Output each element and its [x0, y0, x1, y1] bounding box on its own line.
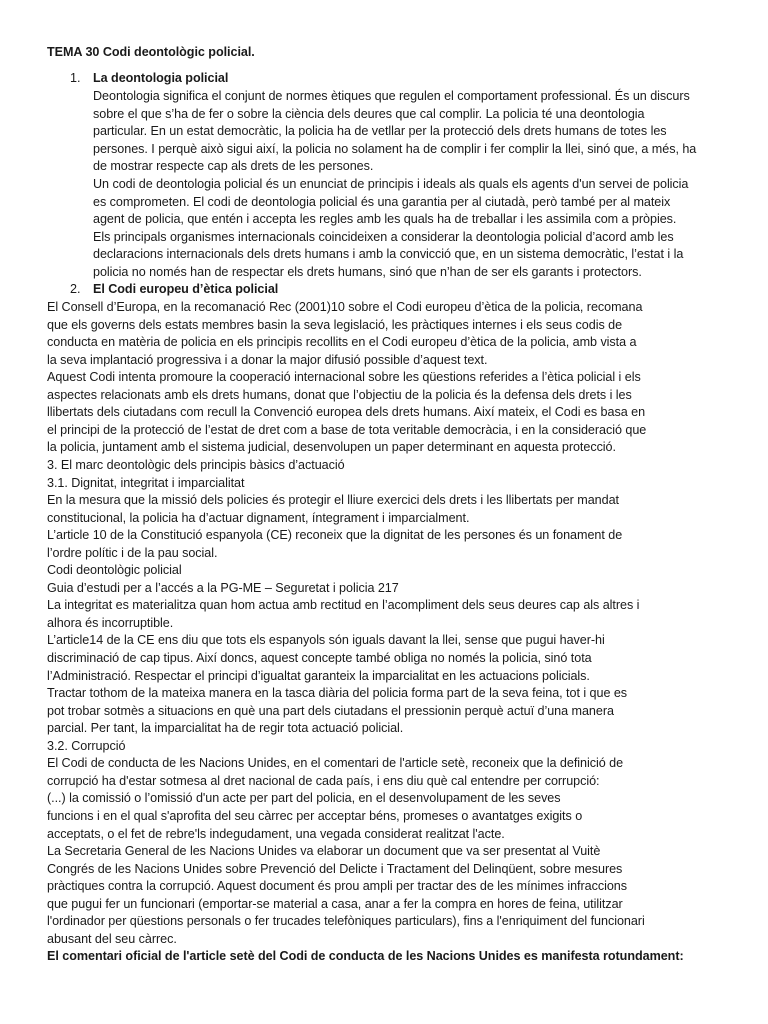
body-text-line: l’ordre polític i de la pau social.	[47, 545, 218, 560]
body-text-line: La Secretaria General de les Nacions Unides va elaborar un document que va ser presentat al Vuitè	[47, 844, 601, 859]
body-text-line: 3.2. Corrupció	[47, 738, 126, 753]
body-text-line: Codi deontològic policial	[47, 563, 182, 578]
section-2-number: 2.	[70, 282, 81, 296]
body-text-line: pot trobar sotmès a situacions en què una part dels ciutadans el pressionin perquè actuï d’una manera	[47, 703, 614, 718]
body-text-line: 3.1. Dignitat, integritat i imparcialitat	[47, 475, 245, 490]
section-1-text-line: persones. I perquè això sigui així, la policia no solament ha de complir i fer complir la llei, sinó que, a més, ha	[93, 141, 697, 156]
section-2-heading: El Codi europeu d’ètica policial	[93, 282, 279, 296]
body-text-line: En la mesura que la missió dels policies és protegir el lliure exercici dels drets i les llibertats per mandat	[47, 493, 619, 508]
section-1-text-line: particular. En un estat democràtic, la policia ha de vetllar per la protecció dels drets humans de totes les	[93, 124, 667, 139]
body-text-line: El Consell d’Europa, en la recomanació Rec (2001)10 sobre el Codi europeu d’ètica de la policia, recomana	[47, 300, 643, 314]
section-1-text-line: agent de policia, que entén i accepta les regles amb les quals ha de treballar i les assimila com a pròpies.	[93, 212, 677, 227]
body-text-line: La integritat es materialitza quan hom actua amb rectitud en l’acompliment dels seus deures cap als altres i	[47, 598, 640, 613]
body-text-line: aspectes relacionats amb els drets humans, donat que l’objectiu de la policia és la defensa dels drets i les	[47, 387, 632, 402]
body-text-line: (...) la comissió o l’omissió d'un acte per part del policia, en el desenvolupament de les seves	[47, 791, 561, 806]
body-text-line: el principi de la protecció de l’estat de dret com a base de tota veritable democràcia, i en la consideració que	[47, 422, 647, 437]
section-1-text-line: Un codi de deontologia policial és un enunciat de principis i ideals als quals els agents d'un servei de policia	[93, 177, 689, 191]
section-1-text-line: es comprometen. El codi de deontologia policial és una garantia per al ciutadà, però també per al mateix	[93, 194, 671, 209]
body-text-line: Tractar tothom de la mateixa manera en la tasca diària del policia forma part de la seva feina, tot i que es	[47, 686, 628, 701]
section-1-heading-row	[0, 70, 760, 88]
section-1-text-line: declaracions internacionals dels drets humans i amb la convicció que, en un sistema democràtic, l’estat i la	[93, 247, 684, 262]
body-text-line: discriminació de cap tipus. Així doncs, aquest concepte també obliga no només la policia, sinó tota	[47, 651, 592, 665]
body-text-line: conducta en matèria de policia en els principis recollits en el Codi europeu d’ètica de la policia, amb vista a	[47, 335, 637, 350]
section-1-number: 1.	[70, 71, 81, 85]
body-text-line: funcions i en el qual s'aprofita del seu càrrec per acceptar béns, promeses o avantatges exigits o	[47, 808, 583, 823]
body-text-line: L’article 10 de la Constitució espanyola (CE) reconeix que la dignitat de les persones és un fonament de	[47, 528, 623, 543]
body-text-line: L’article14 de la CE ens diu que tots els espanyols són iguals davant la llei, sense que pugui haver-hi	[47, 633, 605, 648]
body-text-line: corrupció ha d'estar sotmesa al dret nacional de cada país, i ens diu què cal entendre per corrupció:	[47, 773, 600, 788]
body-text-line: pràctiques contra la corrupció. Aquest document és prou ampli per tractar des de les mínimes infraccions	[47, 879, 627, 894]
body-text-line: Congrés de les Nacions Unides sobre Prevenció del Delicte i Tractament del Delinqüent, sobre mesures	[47, 861, 623, 876]
body-text-line: Guia d’estudi per a l’accés a la PG-ME – Seguretat i policia 217	[47, 580, 399, 595]
body-text-line: que pugui fer un funcionari (emportar-se material a casa, anar a fer la compra en hores de feina, utilitzar	[47, 896, 623, 911]
section-1-text-line: Deontologia significa el conjunt de normes ètiques que regulen el comportament professional. És un discurs	[93, 89, 690, 103]
body-text-line: alhora és incorruptible.	[47, 615, 174, 630]
body-text-line: El Codi de conducta de les Nacions Unides, en el comentari de l'article setè, reconeix que la definició de	[47, 756, 624, 771]
section-1-text-line: de mostrar respecte cap als drets de les persones.	[93, 159, 374, 174]
body-text-line: abusant del seu càrrec.	[47, 931, 177, 946]
body-text-line: Aquest Codi intenta promoure la cooperació internacional sobre les qüestions referides a l’ètica policial i els	[47, 370, 641, 385]
section-1-text-line: sobre el que s’ha de fer o sobre la ciència dels deures que cal complir. La policia té una deontologia	[93, 106, 645, 121]
body-text-line: acceptats, o el fet de rebre'ls indegudament, una vegada considerat realitzat l'acte.	[47, 826, 505, 841]
section-1-text-line: Els principals organismes internacionals coincideixen a considerar la deontologia policial d’acord amb les	[93, 229, 674, 244]
body-text-line: constitucional, la policia ha d’actuar dignament, íntegrament i imparcialment.	[47, 510, 470, 525]
body-text-line: El comentari oficial de l'article setè del Codi de conducta de les Nacions Unides es manifesta rotundament:	[47, 949, 684, 964]
body-text-line: la seva implantació progressiva i a donar la major difusió possible d’aquest text.	[47, 352, 488, 367]
section-1-heading: La deontologia policial	[93, 71, 229, 85]
body-text-line: que els governs dels estats membres basin la seva legislació, les pràctiques internes i els seus codis de	[47, 317, 623, 332]
body-text-line: l’Administració. Respectar el principi d’igualtat garanteix la imparcialitat en les actuacions policials.	[47, 668, 590, 683]
body-text-line: l'ordinador per qüestions personals o fer trucades telefòniques particulars), fins a l'enriquiment del funcionari	[47, 914, 645, 929]
body-text-line: llibertats dels ciutadans com recull la Convenció europea dels drets humans. Així mateix, el Codi es basa en	[47, 405, 646, 420]
body-text-line: parcial. Per tant, la imparcialitat ha de regir tota actuació policial.	[47, 721, 404, 736]
body-text-line: 3. El marc deontològic dels principis bàsics d’actuació	[47, 457, 345, 472]
section-2-heading-row	[0, 281, 760, 299]
section-1-text-line: policia no només han de respectar els drets humans, sinó que n’han de ser els garants i protectors.	[93, 265, 642, 279]
document-title: TEMA 30 Codi deontològic policial.	[47, 45, 255, 59]
body-text-line: la policia, juntament amb el sistema judicial, desenvolupen un paper determinant en aquesta protecció.	[47, 440, 616, 455]
